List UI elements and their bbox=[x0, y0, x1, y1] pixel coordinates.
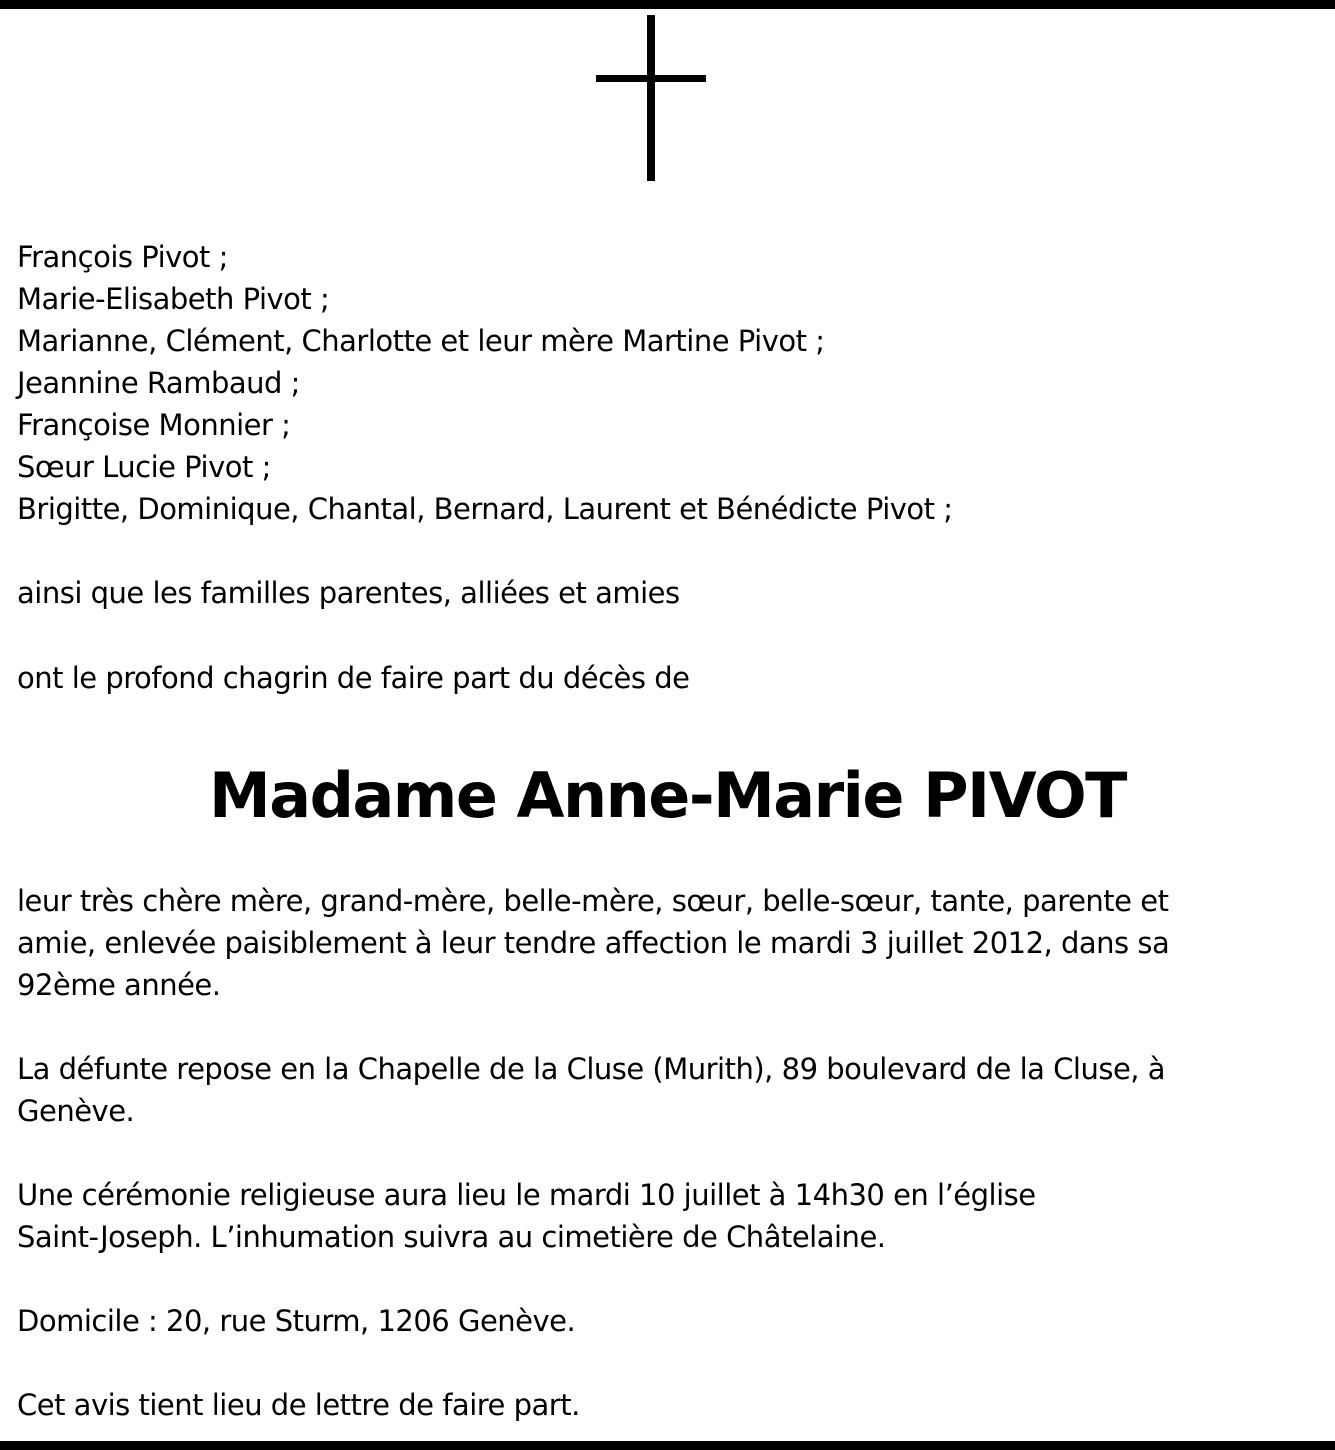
mourner-line: Brigitte, Dominique, Chantal, Bernard, Laurent et Bénédicte Pivot ; bbox=[17, 492, 953, 526]
bottom-border-rule bbox=[0, 1441, 1335, 1450]
mourner-line: Marie-Elisabeth Pivot ; bbox=[17, 282, 330, 316]
top-border-rule bbox=[0, 0, 1335, 9]
description-line: amie, enlevée paisiblement à leur tendre affection le mardi 3 juillet 2012, dans sa bbox=[17, 926, 1170, 960]
families-line: ainsi que les familles parentes, alliées et amies bbox=[17, 576, 680, 610]
ceremony-line: Saint-Joseph. L’inhumation suivra au cimetière de Châtelaine. bbox=[17, 1220, 886, 1254]
domicile-line: Domicile : 20, rue Sturm, 1206 Genève. bbox=[17, 1304, 576, 1338]
description-line: leur très chère mère, grand-mère, belle-mère, sœur, belle-sœur, tante, parente et bbox=[17, 884, 1169, 918]
description-line: 92ème année. bbox=[17, 968, 221, 1002]
details-block bbox=[17, 880, 1317, 1426]
cross-icon bbox=[596, 15, 706, 181]
mourner-line: Françoise Monnier ; bbox=[17, 408, 291, 442]
mourners-block bbox=[17, 236, 1317, 699]
mourner-line: Jeannine Rambaud ; bbox=[17, 366, 300, 400]
viewing-line: Genève. bbox=[17, 1094, 135, 1128]
mourner-line: Marianne, Clément, Charlotte et leur mère Martine Pivot ; bbox=[17, 324, 825, 358]
mourner-line: François Pivot ; bbox=[17, 240, 228, 274]
announcement-line: ont le profond chagrin de faire part du décès de bbox=[17, 661, 690, 695]
ceremony-line: Une cérémonie religieuse aura lieu le mardi 10 juillet à 14h30 en l’église bbox=[17, 1178, 1036, 1212]
mourner-line: Sœur Lucie Pivot ; bbox=[17, 450, 271, 484]
deceased-name: Madame Anne-Marie PIVOT bbox=[209, 759, 1126, 832]
viewing-line: La défunte repose en la Chapelle de la Cluse (Murith), 89 boulevard de la Cluse, à bbox=[17, 1052, 1165, 1086]
closing-line: Cet avis tient lieu de lettre de faire part. bbox=[17, 1388, 580, 1422]
